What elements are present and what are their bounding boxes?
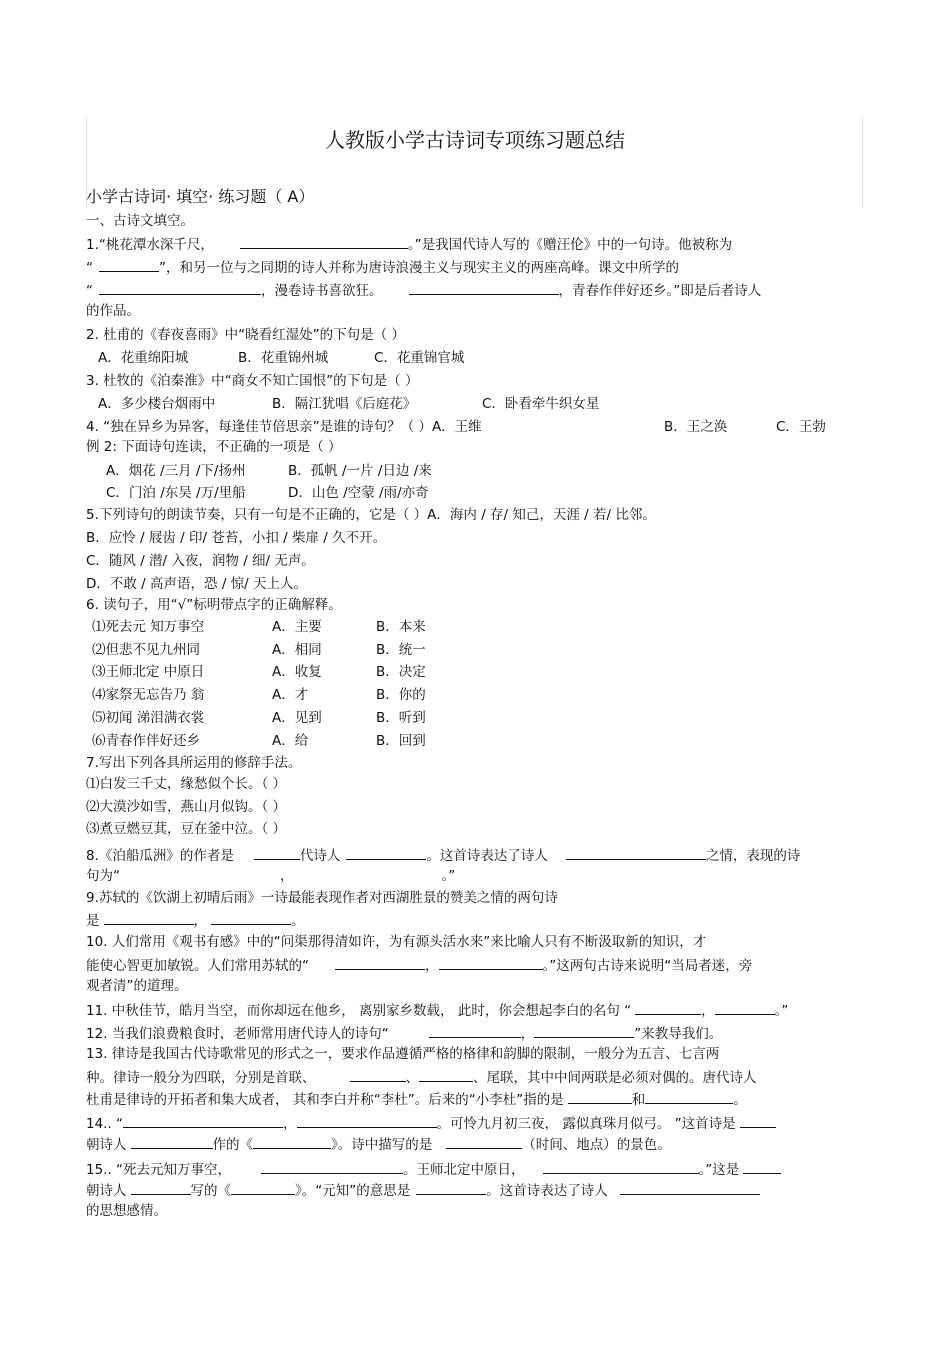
answer-blank[interactable] — [104, 910, 194, 925]
q6-option-b[interactable]: B．统一 — [376, 642, 426, 658]
answer-blank[interactable] — [131, 1180, 191, 1195]
question-13-line-2: 种。律诗一般分为四联，分别是首联、 、 、尾联，其中中间两联是必须对偶的。唐代诗人 — [86, 1067, 757, 1087]
q7-item-1: ⑴白发三千丈，缘愁似个长。（ ） — [86, 776, 287, 792]
q6-option-a[interactable]: A．给 — [272, 733, 309, 749]
q6-sentence: ⑶王师北定 中原日 — [92, 664, 205, 680]
q6-sentence: ⑵但悲不见九州同 — [92, 642, 200, 658]
answer-blank[interactable] — [534, 1023, 634, 1038]
question-1-line-4: 的作品。 — [86, 303, 140, 319]
q6-option-a[interactable]: A．收复 — [272, 664, 322, 680]
answer-blank[interactable] — [254, 845, 300, 860]
question-11: 11. 中秋佳节，皓月当空，而你却远在他乡， 离别家乡数载， 此时，你会想起李白的名句 “ ， 。” — [86, 1000, 788, 1020]
q4-option-c[interactable]: C．王勃 — [776, 419, 826, 435]
q3-option-b[interactable]: B．隔江犹唱《后庭花》 — [272, 396, 417, 412]
q3-option-c[interactable]: C．卧看牵牛织女星 — [482, 396, 600, 412]
question-1-line-3: “ ，漫卷诗书喜欲狂。 ，青春作伴好还乡。”即是后者诗人 — [86, 280, 761, 300]
answer-blank[interactable] — [297, 1113, 437, 1128]
q6-option-b[interactable]: B．决定 — [376, 664, 426, 680]
q7-item-3: ⑶煮豆燃豆萁，豆在釜中泣。（ ） — [86, 821, 287, 837]
question-9-line-2: 是 ， 。 — [86, 910, 305, 930]
q6-option-a[interactable]: A．才 — [272, 687, 309, 703]
question-14-line-2: 朝诗人 作的《 》。诗中描写的是 （时间、地点）的景色。 — [86, 1134, 671, 1154]
answer-blank[interactable] — [446, 1134, 522, 1149]
answer-blank[interactable] — [99, 257, 159, 272]
q6-option-a[interactable]: A．相同 — [272, 642, 322, 658]
answer-blank[interactable] — [543, 1159, 699, 1174]
question-1-line-1: 1.“桃花潭水深千尺， 。”是我国代诗人写的《赠汪伦》中的一句诗。他被称为 — [86, 234, 732, 254]
q6-sentence: ⑹青春作伴好还乡 — [92, 733, 200, 749]
answer-blank[interactable] — [715, 1000, 775, 1015]
question-14-line-1: 14.. “ ， 。可怜九月初三夜， 露似真珠月似弓。 ”这首诗是 — [86, 1113, 776, 1133]
page-title: 人教版小学古诗词专项练习题总结 — [325, 128, 625, 152]
q2-option-a[interactable]: A．花重绵阳城 — [98, 350, 189, 366]
question-5: 5.下列诗句的朗读节奏，只有一句是不正确的，它是（ ）A．海内 / 存/ 知己，天涯 / 若/ 比邻。 — [86, 507, 656, 523]
question-15-line-1: 15.. “死去元知万事空， 。王师北定中原日， 。”这是 — [86, 1159, 781, 1179]
question-10-line-1: 10. 人们常用《观书有感》中的“问渠那得清如许，为有源头活水来”来比喻人只有不断汲取新的知识，才 — [86, 934, 707, 950]
q3-option-a[interactable]: A．多少楼台烟雨中 — [98, 396, 216, 412]
q2-option-b[interactable]: B．花重锦州城 — [238, 350, 329, 366]
answer-blank[interactable] — [99, 280, 261, 295]
answer-blank[interactable] — [620, 1180, 760, 1195]
answer-blank[interactable] — [743, 1159, 781, 1174]
answer-blank[interactable] — [740, 1113, 776, 1128]
question-8-line-1: 8.《泊船瓜洲》的作者是 代诗人 。这首诗表达了诗人 之情，表现的诗 — [86, 845, 800, 865]
answer-blank[interactable] — [416, 1180, 486, 1195]
question-10-line-3: 观者清”的道理。 — [86, 978, 188, 994]
exercise-subtitle: 小学古诗词· 填空· 练习题（ A） — [86, 187, 315, 206]
question-12: 12. 当我们浪费粮食时，老师常用唐代诗人的诗句“ ， ”来教导我们。 — [86, 1023, 722, 1043]
q6-sentence: ⑸初闻 涕泪满衣裳 — [92, 710, 205, 726]
q2-option-c[interactable]: C．花重锦官城 — [374, 350, 465, 366]
question-13-line-1: 13. 律诗是我国古代诗歌常见的形式之一，要求作品遵循严格的格律和韵脚的限制，一般分为五言、七言两 — [86, 1046, 720, 1062]
question-13-line-3: 杜甫是律诗的开拓者和集大成者， 其和李白并称“李杜”。后来的“小李杜”指的是 和 。 — [86, 1089, 747, 1109]
answer-blank[interactable] — [131, 1134, 213, 1149]
answer-blank[interactable] — [350, 1067, 406, 1082]
question-9-line-1: 9.苏轼的《饮湖上初晴后雨》一诗最能表现作者对西湖胜景的赞美之情的两句诗 — [86, 890, 558, 906]
q5-option-d[interactable]: D．不敢 / 高声语，恐 / 惊/ 天上人。 — [86, 576, 307, 592]
q6-option-a[interactable]: A．见到 — [272, 710, 322, 726]
answer-blank[interactable] — [439, 955, 543, 970]
example-2: 例 2: 下面诗句连读，不正确的一项是（ ） — [86, 439, 342, 455]
q4-option-b[interactable]: B．王之涣 — [664, 419, 728, 435]
ex2-option-b[interactable]: B．孤帆 /一片 /日边 /来 — [288, 463, 432, 479]
q6-sentence: ⑷家祭无忘告乃 翁 — [92, 687, 205, 703]
q6-option-a[interactable]: A．主要 — [272, 619, 322, 635]
question-3: 3. 杜牧的《泊秦淮》中“商女不知亡国恨”的下句是（ ） — [86, 373, 419, 389]
answer-blank[interactable] — [335, 955, 425, 970]
answer-blank[interactable] — [231, 1180, 295, 1195]
ex2-option-d[interactable]: D．山色 /空蒙 /雨/亦奇 — [288, 485, 429, 501]
answer-blank[interactable] — [429, 1023, 521, 1038]
ex2-option-c[interactable]: C．门泊 /东吴 /万/里船 — [106, 485, 246, 501]
answer-blank[interactable] — [240, 234, 408, 249]
section-heading: 一、古诗文填空。 — [86, 213, 194, 229]
answer-blank[interactable] — [419, 1067, 473, 1082]
question-2: 2. 杜甫的《春夜喜雨》中“晓看红湿处”的下句是（ ） — [86, 327, 405, 343]
question-4: 4. “独在异乡为异客，每逢佳节倍思亲”是谁的诗句？（ ）A．王维 — [86, 419, 482, 435]
q5-option-c[interactable]: C．随风 / 潜/ 入夜，润物 / 细/ 无声。 — [86, 553, 315, 569]
question-8-line-2: 句为“ ， 。” — [86, 868, 456, 884]
question-10-line-2: 能使心智更加敏锐。人们常用苏轼的“ ， 。”这两句古诗来说明“当局者迷，旁 — [86, 955, 752, 975]
answer-blank[interactable] — [635, 1000, 701, 1015]
answer-blank[interactable] — [346, 845, 426, 860]
answer-blank[interactable] — [566, 845, 706, 860]
q6-option-b[interactable]: B．本来 — [376, 619, 426, 635]
answer-blank[interactable] — [211, 910, 291, 925]
question-6: 6. 读句子，用“√”标明带点字的正确解释。 — [86, 597, 342, 613]
question-1-line-2: “ ”，和另一位与之同期的诗人并称为唐诗浪漫主义与现实主义的两座高峰。课文中所学的 — [86, 257, 679, 277]
question-7: 7.写出下列各具所运用的修辞手法。 — [86, 755, 302, 771]
answer-blank[interactable] — [253, 1134, 331, 1149]
question-15-line-3: 的思想感情。 — [86, 1203, 167, 1219]
q6-option-b[interactable]: B．回到 — [376, 733, 426, 749]
answer-blank[interactable] — [123, 1113, 283, 1128]
question-15-line-2: 朝诗人 写的《 》。“元知”的意思是 。这首诗表达了诗人 — [86, 1180, 760, 1200]
answer-blank[interactable] — [568, 1089, 632, 1104]
answer-blank[interactable] — [645, 1089, 733, 1104]
ex2-option-a[interactable]: A．烟花 /三月 /下/扬州 — [106, 463, 246, 479]
q6-sentence: ⑴死去元 知万事空 — [92, 619, 205, 635]
q7-item-2: ⑵大漠沙如雪，燕山月似钩。（ ） — [86, 799, 287, 815]
q6-option-b[interactable]: B．你的 — [376, 687, 426, 703]
q5-option-b[interactable]: B．应怜 / 屐齿 / 印/ 苍苔，小扣 / 柴扉 / 久不开。 — [86, 530, 387, 546]
answer-blank[interactable] — [261, 1159, 403, 1174]
answer-blank[interactable] — [409, 280, 559, 295]
q6-option-b[interactable]: B．听到 — [376, 710, 426, 726]
